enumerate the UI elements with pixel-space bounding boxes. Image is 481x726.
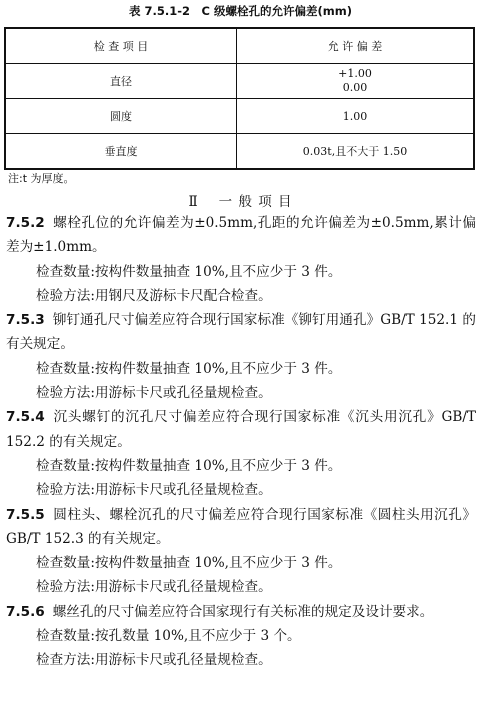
table-header-row [5,28,474,64]
clause-text: 沉头螺钉的沉孔尺寸偏差应符合现行国家标准《沉头用沉孔》GB/T 152.2 的有关规定。 [6,409,476,450]
clause-7-5-2 [6,211,476,260]
clause-number: 7.5.5 [6,506,45,523]
section-title: 一 般 项 目 [218,194,293,210]
clause-number: 7.5.6 [6,603,45,620]
cell-tolerance [237,64,475,99]
table-note: 注:t 为厚度。 [8,172,75,185]
clause-7-5-6 [6,600,476,624]
cell-item: 圆度 [5,99,237,134]
tolerance-table [4,27,475,170]
section-numeral: Ⅱ [188,194,199,210]
clause-number: 7.5.4 [6,409,45,426]
clause-text: 螺栓孔位的允许偏差为±0.5mm,孔距的允许偏差为±0.5mm,累计偏差为±1.0mm。 [6,215,476,256]
clause-list [6,211,476,673]
clause-text: 螺丝孔的尺寸偏差应符合国家现行有关标准的规定及设计要求。 [52,603,434,620]
section-heading [0,190,481,210]
clause-7-5-4 [6,405,476,454]
clause-text: 铆钉通孔尺寸偏差应符合现行国家标准《铆钉用通孔》GB/T 152.1 的有关规定。 [6,312,476,353]
inspection-quantity: 检查数量:按构件数量抽查 10%,且不应少于 3 件。 [36,263,342,280]
table-row [5,99,474,134]
clause-text: 圆柱头、螺栓沉孔的尺寸偏差应符合现行国家标准《圆柱头用沉孔》GB/T 152.3 的有关规定。 [6,506,476,547]
clause-number: 7.5.3 [6,312,45,329]
clause-7-5-3 [6,308,476,357]
table-row [5,64,474,99]
inspection-method: 检验方法:用游标卡尺或孔径量规检查。 [36,482,272,499]
cell-item: 直径 [5,64,237,99]
cell-item: 垂直度 [5,134,237,170]
inspection-quantity: 检查数量:按孔数量 10%,且不应少于 3 个。 [36,628,301,645]
tolerance-upper: +1.00 [338,67,372,80]
clause-7-5-5 [6,503,476,552]
header-tolerance: 允 许 偏 差 [237,28,475,64]
table-title: 表 7.5.1-2 C 级螺栓孔的允许偏差(mm) [129,4,352,18]
inspection-quantity: 检查数量:按构件数量抽查 10%,且不应少于 3 件。 [36,555,342,572]
table-row [5,134,474,170]
clause-number: 7.5.2 [6,215,45,231]
inspection-method: 检验方法:用游标卡尺或孔径量规检查。 [36,579,272,596]
inspection-quantity: 检查数量:按构件数量抽查 10%,且不应少于 3 件。 [36,457,342,474]
tolerance-lower: 0.00 [342,81,368,94]
inspection-quantity: 检查数量:按构件数量抽查 10%,且不应少于 3 件。 [36,360,342,377]
cell-tolerance: 0.03t,且不大于 1.50 [237,134,475,170]
cell-tolerance: 1.00 [237,99,475,134]
inspection-method: 检验方法:用钢尺及游标卡尺配合检查。 [36,287,272,304]
header-item: 检 查 项 目 [5,28,237,64]
inspection-method: 检查方法:用游标卡尺或孔径量规检查。 [36,652,272,669]
inspection-method: 检验方法:用游标卡尺或孔径量规检查。 [36,385,272,402]
